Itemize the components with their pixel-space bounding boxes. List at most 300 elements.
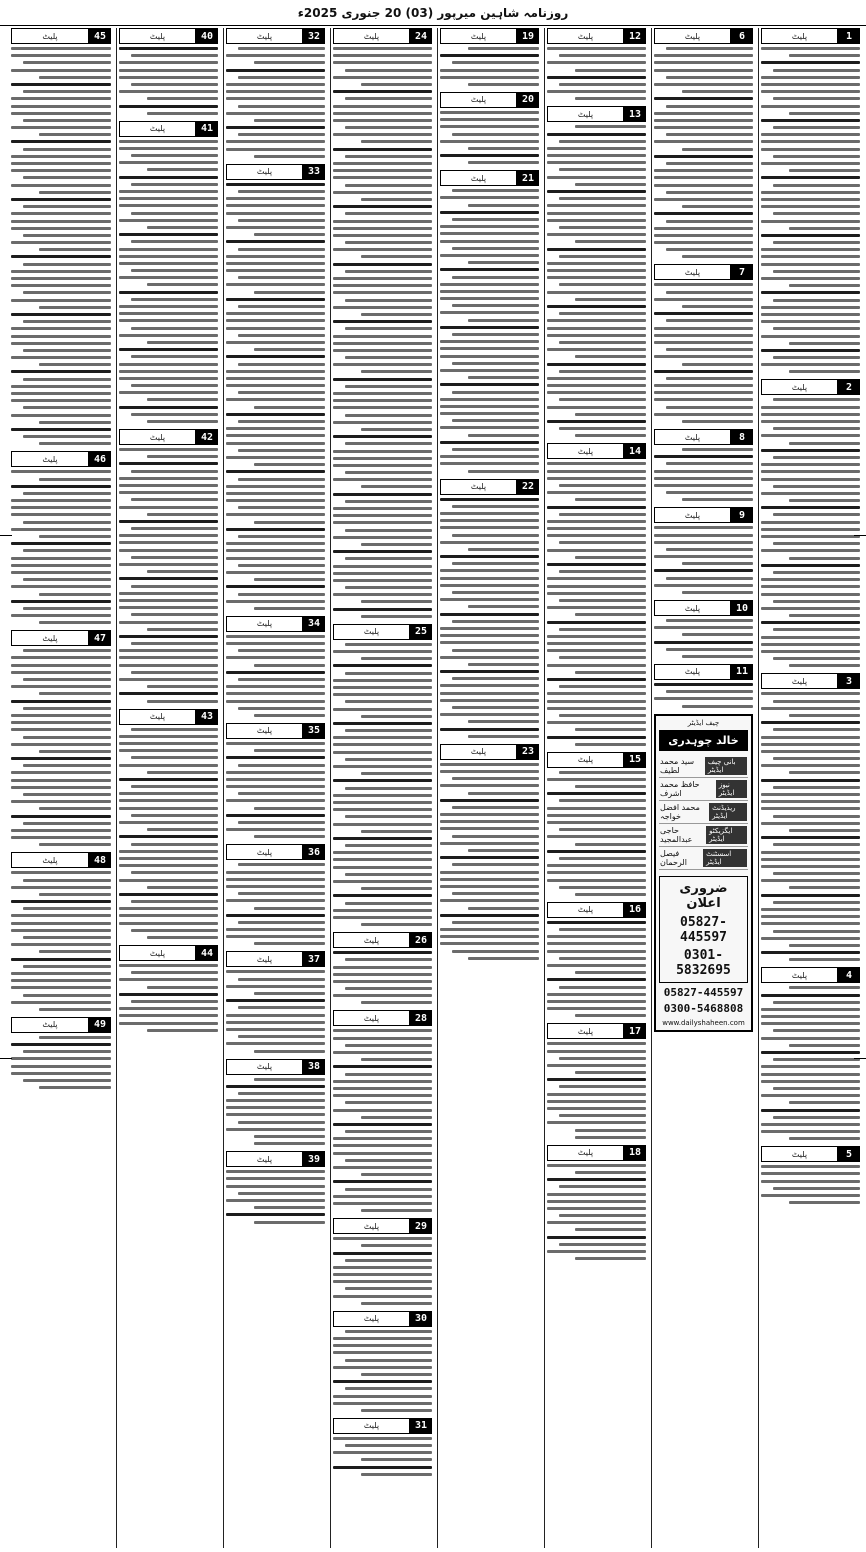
- text-line: [333, 779, 432, 782]
- text-line: [226, 90, 325, 93]
- text-line: [254, 807, 325, 810]
- text-line: [345, 643, 432, 646]
- text-line: [654, 455, 753, 458]
- text-line: [547, 835, 646, 838]
- article-label: پلیٹ: [333, 1218, 410, 1234]
- text-line: [575, 785, 646, 788]
- article-header: [333, 28, 432, 44]
- text-line: [39, 843, 111, 846]
- text-line: [226, 799, 325, 802]
- text-line: [226, 413, 325, 416]
- text-line: [226, 319, 325, 322]
- column-4: [437, 28, 541, 1548]
- text-line: [226, 935, 325, 938]
- article-header: [440, 744, 539, 760]
- text-line: [226, 226, 325, 229]
- text-line: [547, 1000, 646, 1003]
- text-line: [452, 189, 539, 192]
- text-line: [666, 462, 753, 465]
- text-line: [119, 47, 218, 50]
- text-line: [547, 133, 646, 136]
- text-line: [11, 871, 111, 874]
- text-line: [11, 392, 111, 395]
- text-line: [131, 498, 218, 501]
- text-line: [119, 255, 218, 258]
- text-line: [119, 599, 218, 602]
- article-label: پلیٹ: [333, 1311, 410, 1327]
- text-line: [654, 54, 753, 57]
- text-line: [440, 326, 539, 329]
- text-line: [361, 600, 432, 603]
- text-line: [789, 771, 860, 774]
- article-header: [547, 1023, 646, 1039]
- text-line: [666, 76, 753, 79]
- text-line: [575, 1129, 646, 1132]
- text-line: [547, 707, 646, 710]
- text-line: [23, 349, 111, 352]
- text-line: [119, 406, 218, 409]
- text-line: [654, 334, 753, 337]
- text-line: [333, 994, 432, 997]
- text-line: [452, 304, 539, 307]
- text-line: [761, 1180, 860, 1183]
- text-line: [773, 600, 860, 603]
- text-line: [333, 1380, 432, 1383]
- text-line: [254, 578, 325, 581]
- article-33: [226, 164, 325, 610]
- text-line: [39, 1008, 111, 1011]
- text-line: [547, 864, 646, 867]
- text-line: [468, 204, 539, 207]
- text-line: [773, 1187, 860, 1190]
- text-line: [119, 964, 218, 967]
- article-label: پلیٹ: [11, 630, 89, 646]
- text-line: [147, 97, 218, 100]
- text-line: [333, 1337, 432, 1340]
- text-line: [547, 642, 646, 645]
- text-line: [226, 197, 325, 200]
- text-line: [654, 283, 753, 286]
- text-line: [119, 592, 218, 595]
- text-line: [654, 83, 753, 86]
- text-line: [119, 1007, 218, 1010]
- text-line: [654, 184, 753, 187]
- text-line: [345, 97, 432, 100]
- text-line: [238, 764, 325, 767]
- text-line: [547, 792, 646, 795]
- text-line: [468, 470, 539, 473]
- text-line: [345, 442, 432, 445]
- text-line: [11, 342, 111, 345]
- text-line: [345, 1073, 432, 1076]
- text-line: [11, 335, 111, 338]
- article-number: 18: [624, 1145, 646, 1161]
- text-line: [39, 593, 111, 596]
- article-body: [547, 125, 646, 437]
- article-22: [440, 479, 539, 738]
- text-line: [773, 299, 860, 302]
- text-line: [333, 61, 432, 64]
- text-line: [226, 700, 325, 703]
- text-line: [333, 54, 432, 57]
- text-line: [682, 420, 753, 423]
- text-line: [238, 649, 325, 652]
- text-line: [333, 176, 432, 179]
- article-body: [119, 140, 218, 423]
- text-line: [761, 858, 860, 861]
- text-line: [11, 779, 111, 782]
- text-line: [119, 219, 218, 222]
- article-number: 9: [731, 507, 753, 523]
- text-line: [333, 169, 432, 172]
- text-line: [440, 569, 539, 572]
- article-number: 4: [838, 967, 860, 983]
- text-line: [11, 184, 111, 187]
- text-line: [575, 1071, 646, 1074]
- text-line: [761, 1037, 860, 1040]
- text-line: [559, 1243, 646, 1246]
- text-line: [773, 571, 860, 574]
- text-line: [559, 168, 646, 171]
- text-line: [452, 276, 539, 279]
- text-line: [119, 664, 218, 667]
- article-body: [654, 619, 753, 658]
- text-line: [361, 830, 432, 833]
- text-line: [238, 133, 325, 136]
- text-line: [773, 513, 860, 516]
- text-line: [226, 370, 325, 373]
- article-label: پلیٹ: [547, 1023, 624, 1039]
- text-line: [11, 112, 111, 115]
- text-line: [226, 1106, 325, 1109]
- text-line: [147, 455, 218, 458]
- text-line: [575, 728, 646, 731]
- text-line: [39, 478, 111, 481]
- article-48: [11, 852, 111, 1011]
- text-line: [131, 269, 218, 272]
- article-number: 20: [517, 92, 539, 108]
- text-line: [682, 205, 753, 208]
- text-line: [119, 621, 218, 624]
- text-line: [333, 894, 432, 897]
- text-line: [761, 528, 860, 531]
- text-line: [654, 140, 753, 143]
- text-line: [226, 492, 325, 495]
- text-line: [789, 227, 860, 230]
- article-body: [440, 47, 539, 86]
- text-line: [654, 97, 753, 100]
- text-line: [547, 1121, 646, 1124]
- text-line: [11, 786, 111, 789]
- text-line: [147, 226, 218, 229]
- text-line: [11, 277, 111, 280]
- text-line: [226, 427, 325, 430]
- text-line: [119, 534, 218, 537]
- article-header: [547, 28, 646, 44]
- staff-role: نیوز ایڈیٹر: [716, 780, 747, 798]
- text-line: [147, 828, 218, 831]
- text-line: [131, 756, 218, 759]
- text-line: [654, 697, 753, 700]
- text-line: [11, 1065, 111, 1068]
- text-line: [452, 677, 539, 680]
- article-23: [440, 744, 539, 960]
- article-header: [440, 170, 539, 186]
- text-line: [789, 829, 860, 832]
- text-line: [226, 878, 325, 881]
- text-line: [131, 183, 218, 186]
- text-line: [147, 1029, 218, 1032]
- text-line: [226, 671, 325, 674]
- text-line: [226, 1028, 325, 1031]
- text-line: [226, 1128, 325, 1131]
- crop-mark: [854, 535, 866, 536]
- text-line: [119, 749, 218, 752]
- text-line: [119, 90, 218, 93]
- text-line: [559, 771, 646, 774]
- article-17: [547, 1023, 646, 1138]
- text-line: [547, 871, 646, 874]
- article-number: 35: [303, 723, 325, 739]
- text-line: [361, 1302, 432, 1305]
- article-12: [547, 28, 646, 100]
- text-line: [147, 420, 218, 423]
- text-line: [11, 600, 111, 603]
- article-body: [654, 283, 753, 423]
- text-line: [547, 1100, 646, 1103]
- staff-name: فیصل الرحمان: [660, 848, 687, 867]
- text-line: [11, 299, 111, 302]
- text-line: [254, 119, 325, 122]
- text-line: [654, 391, 753, 394]
- text-line: [559, 1114, 646, 1117]
- text-line: [11, 986, 111, 989]
- article-label: پلیٹ: [440, 170, 517, 186]
- text-line: [333, 1166, 432, 1169]
- text-line: [254, 942, 325, 945]
- text-line: [226, 642, 325, 645]
- text-line: [654, 119, 753, 122]
- article-41: [119, 121, 218, 423]
- article-40: [119, 28, 218, 115]
- text-line: [333, 722, 432, 725]
- text-line: [666, 690, 753, 693]
- article-44: [119, 945, 218, 1032]
- text-line: [547, 1200, 646, 1203]
- text-line: [119, 1022, 218, 1025]
- text-line: [761, 915, 860, 918]
- text-line: [654, 477, 753, 480]
- text-line: [119, 190, 218, 193]
- text-line: [333, 450, 432, 453]
- text-line: [226, 528, 325, 531]
- text-line: [547, 269, 646, 272]
- text-line: [761, 90, 860, 93]
- text-line: [226, 262, 325, 265]
- text-line: [468, 83, 539, 86]
- text-line: [11, 506, 111, 509]
- text-line: [254, 1206, 325, 1209]
- text-line: [547, 527, 646, 530]
- text-line: [226, 914, 325, 917]
- text-line: [761, 865, 860, 868]
- article-number: 6: [731, 28, 753, 44]
- text-line: [789, 664, 860, 667]
- text-line: [773, 485, 860, 488]
- text-line: [761, 1194, 860, 1197]
- article-label: پلیٹ: [654, 429, 731, 445]
- article-number: 33: [303, 164, 325, 180]
- text-line: [226, 204, 325, 207]
- text-line: [11, 356, 111, 359]
- text-line: [333, 550, 432, 553]
- text-line: [226, 1185, 325, 1188]
- column-2: [651, 28, 755, 1548]
- text-line: [654, 569, 753, 572]
- text-line: [761, 779, 860, 782]
- text-line: [452, 620, 539, 623]
- text-line: [761, 1065, 860, 1068]
- text-line: [147, 570, 218, 573]
- text-line: [773, 427, 860, 430]
- text-line: [559, 656, 646, 659]
- text-line: [147, 685, 218, 688]
- text-line: [559, 570, 646, 573]
- text-line: [559, 283, 646, 286]
- text-line: [361, 140, 432, 143]
- text-line: [761, 851, 860, 854]
- text-line: [773, 901, 860, 904]
- text-line: [761, 291, 860, 294]
- text-line: [226, 183, 325, 186]
- text-line: [119, 606, 218, 609]
- article-16: [547, 902, 646, 1017]
- text-line: [11, 399, 111, 402]
- text-line: [226, 83, 325, 86]
- text-line: [333, 743, 432, 746]
- chief-editor-label: چیف ایڈیٹر: [687, 718, 720, 727]
- text-line: [333, 306, 432, 309]
- text-line: [440, 878, 539, 881]
- text-line: [559, 312, 646, 315]
- text-line: [440, 519, 539, 522]
- article-21: [440, 170, 539, 472]
- article-body: [119, 728, 218, 939]
- text-line: [440, 692, 539, 695]
- text-line: [440, 813, 539, 816]
- text-line: [119, 305, 218, 308]
- text-line: [761, 248, 860, 251]
- contact-phone: 05827-445597: [663, 985, 744, 999]
- text-line: [333, 736, 432, 739]
- text-line: [547, 577, 646, 580]
- text-line: [789, 944, 860, 947]
- text-line: [361, 1209, 432, 1212]
- text-line: [333, 1065, 432, 1068]
- article-label: پلیٹ: [119, 429, 196, 445]
- text-line: [238, 593, 325, 596]
- text-line: [761, 176, 860, 179]
- article-label: پلیٹ: [333, 28, 410, 44]
- website-link[interactable]: www.dailyshaheen.com: [662, 1018, 745, 1027]
- text-line: [254, 749, 325, 752]
- text-line: [333, 1037, 432, 1040]
- text-line: [575, 671, 646, 674]
- text-line: [452, 950, 539, 953]
- text-line: [238, 535, 325, 538]
- text-line: [119, 69, 218, 72]
- text-line: [119, 248, 218, 251]
- article-1: [761, 28, 860, 373]
- text-line: [666, 47, 753, 50]
- article-body: [547, 47, 646, 100]
- article-label: پلیٹ: [11, 1017, 89, 1033]
- text-line: [440, 498, 539, 501]
- text-line: [468, 735, 539, 738]
- article-37: [226, 951, 325, 1052]
- text-line: [254, 1221, 325, 1224]
- text-line: [119, 477, 218, 480]
- article-header: [761, 673, 860, 689]
- text-line: [333, 191, 432, 194]
- text-line: [39, 133, 111, 136]
- text-line: [11, 700, 111, 703]
- text-line: [559, 255, 646, 258]
- article-46: [11, 451, 111, 624]
- article-label: پلیٹ: [654, 264, 731, 280]
- text-line: [761, 162, 860, 165]
- article-body: [440, 498, 539, 738]
- article-body: [547, 921, 646, 1017]
- text-line: [226, 585, 325, 588]
- text-line: [119, 197, 218, 200]
- text-line: [773, 700, 860, 703]
- text-line: [761, 793, 860, 796]
- text-line: [547, 1093, 646, 1096]
- text-line: [238, 105, 325, 108]
- text-line: [226, 470, 325, 473]
- text-line: [131, 556, 218, 559]
- text-line: [773, 1116, 860, 1119]
- text-line: [333, 686, 432, 689]
- text-line: [345, 1359, 432, 1362]
- text-line: [226, 928, 325, 931]
- text-line: [131, 298, 218, 301]
- text-line: [238, 821, 325, 824]
- article-6: [654, 28, 753, 258]
- text-line: [226, 685, 325, 688]
- text-line: [11, 886, 111, 889]
- text-line: [654, 327, 753, 330]
- text-line: [238, 219, 325, 222]
- article-number: 37: [303, 951, 325, 967]
- staff-name: حافظ محمد اشرف: [660, 779, 700, 798]
- text-line: [119, 105, 218, 108]
- text-line: [761, 607, 860, 610]
- article-49: [11, 1017, 111, 1089]
- article-number: 23: [517, 744, 539, 760]
- newspaper-columns: [4, 28, 862, 1548]
- text-line: [39, 421, 111, 424]
- text-line: [440, 684, 539, 687]
- text-line: [226, 756, 325, 759]
- text-line: [761, 1123, 860, 1126]
- text-line: [773, 356, 860, 359]
- column-7: [116, 28, 220, 1548]
- text-line: [761, 191, 860, 194]
- text-line: [254, 406, 325, 409]
- text-line: [452, 218, 539, 221]
